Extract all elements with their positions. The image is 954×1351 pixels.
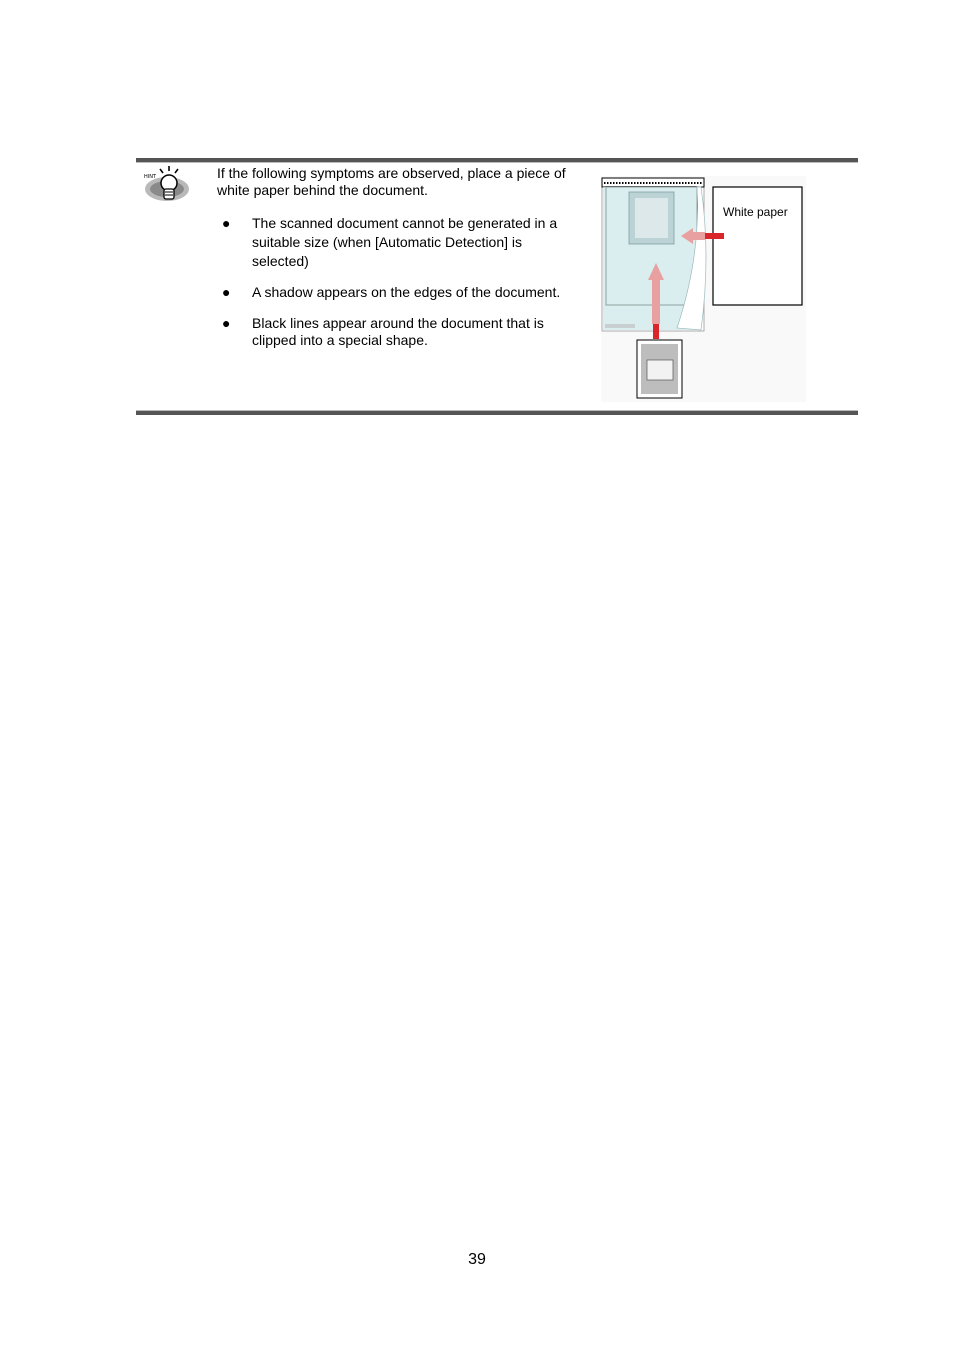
list-item: ● A shadow appears on the edges of the document. — [222, 284, 561, 300]
bullet-icon: ● — [222, 284, 231, 300]
symptom-list — [217, 214, 577, 349]
white-paper-label: White paper — [723, 205, 788, 219]
bullet-icon: ● — [222, 215, 231, 231]
list-item: ● Black lines appear around the document that is clipped into a special shape. — [222, 315, 544, 348]
lightbulb-hint-icon — [143, 165, 191, 203]
page-number: 39 — [468, 1251, 486, 1268]
top-rule-shadow — [136, 162, 858, 163]
hint-intro-text: If the following symptoms are observed, place a piece of white paper behind the document. — [217, 165, 566, 198]
list-item: ● The scanned document cannot be generated in a suitable size (when [Automatic Detection] is selected) — [222, 215, 558, 269]
bullet-icon: ● — [222, 315, 231, 331]
bottom-rule — [136, 411, 858, 415]
hint-icon-label: HINT — [144, 174, 157, 180]
